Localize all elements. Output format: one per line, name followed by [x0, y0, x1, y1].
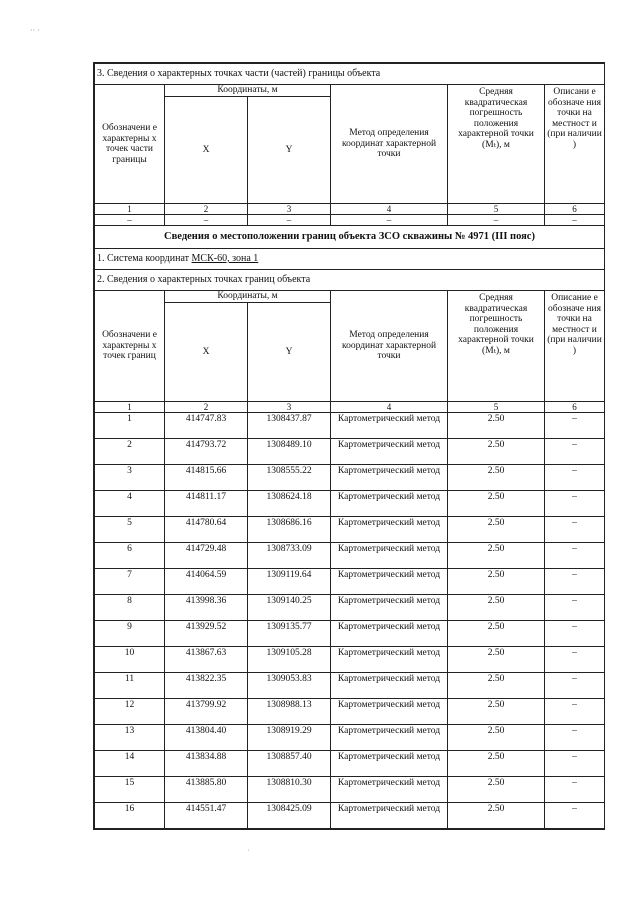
object-title: Сведения о местоположении границ объекта ЗСО скважины № 4971 (III пояс) [95, 226, 605, 249]
section3-empty-cell: – [95, 215, 165, 226]
table-row [95, 699, 605, 725]
table-row [95, 803, 605, 829]
coord-y-cell: 1308988.13 [248, 699, 331, 725]
coord-x-cell: 414064.59 [165, 569, 248, 595]
description-cell: – [545, 803, 605, 829]
section2-col-number: 3 [248, 402, 331, 413]
table-row [95, 621, 605, 647]
table-row [95, 751, 605, 777]
coord-y-cell: 1308437.87 [248, 413, 331, 439]
accuracy-cell: 2.50 [448, 439, 545, 465]
table-row [95, 465, 605, 491]
description-cell: – [545, 647, 605, 673]
section3-empty-cell: – [248, 215, 331, 226]
section3-col-number: 3 [248, 204, 331, 215]
section2-col-number: 4 [331, 402, 448, 413]
method-cell: Картометрический метод [331, 439, 448, 465]
description-cell: – [545, 569, 605, 595]
point-number-cell: 3 [95, 465, 165, 491]
coord-x-cell: 413885.80 [165, 777, 248, 803]
section3-empty-cell: – [331, 215, 448, 226]
method-cell: Картометрический метод [331, 465, 448, 491]
coord-y-cell: 1309140.25 [248, 595, 331, 621]
coord-y-cell: 1308425.09 [248, 803, 331, 829]
section2-col-point-header: Обозначени е характерны х точек границ [95, 291, 165, 402]
point-number-cell: 6 [95, 543, 165, 569]
method-cell: Картометрический метод [331, 777, 448, 803]
method-cell: Картометрический метод [331, 751, 448, 777]
accuracy-cell: 2.50 [448, 751, 545, 777]
description-cell: – [545, 673, 605, 699]
description-cell: – [545, 491, 605, 517]
accuracy-cell: 2.50 [448, 803, 545, 829]
description-cell: – [545, 621, 605, 647]
section3-x-header: X [165, 97, 248, 204]
description-cell: – [545, 465, 605, 491]
accuracy-cell: 2.50 [448, 699, 545, 725]
table-row [95, 725, 605, 751]
method-cell: Картометрический метод [331, 803, 448, 829]
section2-coords-header: Координаты, м [165, 291, 331, 303]
point-number-cell: 16 [95, 803, 165, 829]
point-number-cell: 7 [95, 569, 165, 595]
boundary-table [94, 63, 605, 829]
coord-y-cell: 1308733.09 [248, 543, 331, 569]
section2-y-header: Y [248, 303, 331, 402]
coord-x-cell: 413867.63 [165, 647, 248, 673]
method-cell: Картометрический метод [331, 699, 448, 725]
scan-speck: · [247, 846, 250, 855]
section2-col-number: 1 [95, 402, 165, 413]
coord-x-cell: 413998.36 [165, 595, 248, 621]
section2-accuracy-header: Средняя квадратическая погрешность положения характерной точки (Мₜ), м [448, 291, 545, 402]
accuracy-cell: 2.50 [448, 413, 545, 439]
table-row [95, 569, 605, 595]
accuracy-cell: 2.50 [448, 647, 545, 673]
coord-x-cell: 413822.35 [165, 673, 248, 699]
coord-x-cell: 414551.47 [165, 803, 248, 829]
description-cell: – [545, 699, 605, 725]
coord-x-cell: 413799.92 [165, 699, 248, 725]
section2-col-number: 5 [448, 402, 545, 413]
coord-y-cell: 1308624.18 [248, 491, 331, 517]
coord-y-cell: 1308810.30 [248, 777, 331, 803]
coord-x-cell: 413804.40 [165, 725, 248, 751]
table-row [95, 491, 605, 517]
section2-col-number: 6 [545, 402, 605, 413]
accuracy-cell: 2.50 [448, 517, 545, 543]
point-number-cell: 11 [95, 673, 165, 699]
coord-x-cell: 414811.17 [165, 491, 248, 517]
section2-x-header: X [165, 303, 248, 402]
point-number-cell: 15 [95, 777, 165, 803]
coord-y-cell: 1309105.28 [248, 647, 331, 673]
coord-y-cell: 1308686.16 [248, 517, 331, 543]
description-cell: – [545, 439, 605, 465]
section3-heading: 3. Сведения о характерных точках части (частей) границы объекта [95, 64, 605, 85]
coord-system-line [95, 249, 605, 270]
method-cell: Картометрический метод [331, 647, 448, 673]
coord-x-cell: 414815.66 [165, 465, 248, 491]
coord-y-cell: 1308857.40 [248, 751, 331, 777]
coord-y-cell: 1308555.22 [248, 465, 331, 491]
accuracy-cell: 2.50 [448, 465, 545, 491]
accuracy-cell: 2.50 [448, 777, 545, 803]
section3-empty-cell: – [448, 215, 545, 226]
method-cell: Картометрический метод [331, 517, 448, 543]
accuracy-cell: 2.50 [448, 673, 545, 699]
coord-x-cell: 414747.83 [165, 413, 248, 439]
description-cell: – [545, 517, 605, 543]
section2-description-header: Описание е обозначе ния точки на местност и (при наличии ) [545, 291, 605, 402]
boundary-document [93, 62, 605, 830]
section3-col-number: 1 [95, 204, 165, 215]
coord-y-cell: 1309135.77 [248, 621, 331, 647]
point-number-cell: 9 [95, 621, 165, 647]
method-cell: Картометрический метод [331, 543, 448, 569]
coord-system-prefix: 1. Система координат [97, 252, 192, 264]
description-cell: – [545, 725, 605, 751]
section3-empty-cell: – [545, 215, 605, 226]
section3-col-point-header: Обозначени е характерны х точек части границы [95, 85, 165, 204]
coord-x-cell: 414793.72 [165, 439, 248, 465]
accuracy-cell: 2.50 [448, 725, 545, 751]
method-cell: Картометрический метод [331, 413, 448, 439]
method-cell: Картометрический метод [331, 673, 448, 699]
section2-col-number: 2 [165, 402, 248, 413]
table-row [95, 595, 605, 621]
section3-y-header: Y [248, 97, 331, 204]
coord-system-value: МСК-60, зона 1 [191, 252, 259, 264]
accuracy-cell: 2.50 [448, 543, 545, 569]
accuracy-cell: 2.50 [448, 595, 545, 621]
table-row [95, 517, 605, 543]
point-number-cell: 12 [95, 699, 165, 725]
point-number-cell: 14 [95, 751, 165, 777]
point-number-cell: 10 [95, 647, 165, 673]
section3-col-number: 6 [545, 204, 605, 215]
coord-y-cell: 1308919.29 [248, 725, 331, 751]
description-cell: – [545, 413, 605, 439]
section3-empty-cell: – [165, 215, 248, 226]
table-row [95, 673, 605, 699]
coord-y-cell: 1309053.83 [248, 673, 331, 699]
point-number-cell: 4 [95, 491, 165, 517]
coord-x-cell: 414780.64 [165, 517, 248, 543]
accuracy-cell: 2.50 [448, 491, 545, 517]
table-row [95, 413, 605, 439]
section3-col-number: 5 [448, 204, 545, 215]
table-row [95, 439, 605, 465]
method-cell: Картометрический метод [331, 725, 448, 751]
description-cell: – [545, 777, 605, 803]
point-number-cell: 13 [95, 725, 165, 751]
description-cell: – [545, 751, 605, 777]
section3-description-header: Описани е обозначе ния точки на местност и (при наличии ) [545, 85, 605, 204]
section3-coords-header: Координаты, м [165, 85, 331, 97]
point-number-cell: 1 [95, 413, 165, 439]
section3-col-number: 4 [331, 204, 448, 215]
section2-heading: 2. Сведения о характерных точках границ объекта [95, 270, 605, 291]
section3-col-number: 2 [165, 204, 248, 215]
accuracy-cell: 2.50 [448, 569, 545, 595]
table-row [95, 777, 605, 803]
section3-method-header: Метод определения координат характерной точки [331, 85, 448, 204]
description-cell: – [545, 543, 605, 569]
method-cell: Картометрический метод [331, 569, 448, 595]
method-cell: Картометрический метод [331, 621, 448, 647]
coord-x-cell: 413834.88 [165, 751, 248, 777]
description-cell: – [545, 595, 605, 621]
corner-mark: ·· · [30, 26, 40, 35]
point-number-cell: 2 [95, 439, 165, 465]
table-row [95, 543, 605, 569]
coord-x-cell: 413929.52 [165, 621, 248, 647]
section3-accuracy-header: Средняя квадратическая погрешность положения характерной точки (Мₜ), м [448, 85, 545, 204]
coord-x-cell: 414729.48 [165, 543, 248, 569]
method-cell: Картометрический метод [331, 491, 448, 517]
point-number-cell: 8 [95, 595, 165, 621]
section2-method-header: Метод определения координат характерной точки [331, 291, 448, 402]
table-row [95, 647, 605, 673]
coord-y-cell: 1309119.64 [248, 569, 331, 595]
method-cell: Картометрический метод [331, 595, 448, 621]
point-number-cell: 5 [95, 517, 165, 543]
coord-y-cell: 1308489.10 [248, 439, 331, 465]
accuracy-cell: 2.50 [448, 621, 545, 647]
